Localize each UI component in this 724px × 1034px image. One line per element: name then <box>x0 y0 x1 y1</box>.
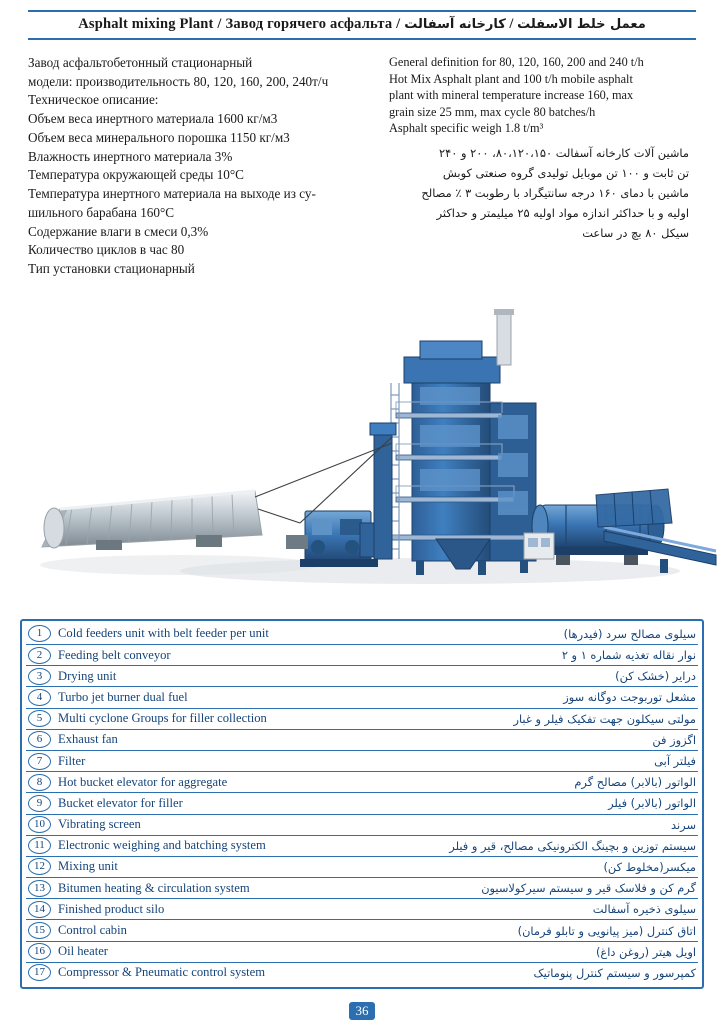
legend-label-fa: فیلتر آبی <box>654 754 696 769</box>
legend-label-en: Vibrating screen <box>58 817 141 832</box>
legend-label-fa: اتاق کنترل (میز پیانویی و تابلو فرمان) <box>517 923 696 938</box>
legend-label-en: Multi cyclone Groups for filler collection <box>58 711 267 726</box>
legend-label-fa: سیلوی ذخیره آسفالت <box>592 902 696 917</box>
farsi-description <box>389 144 689 244</box>
spec-line: Температура инертного материала на выходе из су- <box>28 186 316 202</box>
legend-label-en: Cold feeders unit with belt feeder per unit <box>58 626 269 641</box>
farsi-line: ماشین آلات کارخانه آسفالت ۸۰،۱۲۰،۱۵۰، ۲۰۰ و ۲۴۰ <box>439 145 689 160</box>
legend-row <box>26 963 698 983</box>
legend-label-fa: گرم کن و فلاسک قیر و سیستم سیرکولاسیون <box>481 881 696 896</box>
legend-row <box>26 730 698 751</box>
legend-number-badge: 9 <box>28 795 51 812</box>
legend-row <box>26 772 698 793</box>
legend-number-badge: 12 <box>28 858 51 875</box>
english-description <box>389 54 689 137</box>
legend-row <box>26 920 698 941</box>
farsi-line: تن ثابت و ۱۰۰ تن موبایل تولیدی گروه صنعتی کوبش <box>442 165 689 180</box>
legend-row <box>26 793 698 814</box>
title-separator-2: / <box>396 16 401 32</box>
legend-row <box>26 709 698 730</box>
farsi-line: اولیه و با حداکثر اندازه مواد اولیه ۲۵ میلیمتر و حداکثر <box>436 205 689 220</box>
spec-line: Влажность инертного материала 3% <box>28 148 233 164</box>
legend-row <box>26 751 698 772</box>
legend-number-badge: 16 <box>28 943 51 960</box>
legend-row <box>26 666 698 687</box>
spec-line: Температура окружающей среды 10°C <box>28 167 244 183</box>
spec-line: Завод асфальтобетонный стационарный <box>28 55 253 70</box>
legend-label-fa: درایر (خشک کن) <box>615 669 696 684</box>
english-farsi-column <box>389 54 689 279</box>
asphalt-plant-photo <box>0 283 724 613</box>
legend-number-badge: 3 <box>28 668 51 685</box>
english-line: grain size 25 mm, max cycle 80 batches/h <box>389 104 596 119</box>
farsi-line: ماشین با دمای ۱۶۰ درجه سانتیگراد با رطوبت ۳ ٪ مصالح <box>421 185 689 200</box>
legend-label-fa: اویل هیتر (روغن داغ) <box>595 944 696 959</box>
legend-label-en: Bitumen heating & circulation system <box>58 880 250 895</box>
plant-illustration <box>0 283 724 613</box>
legend-number-badge: 6 <box>28 731 51 748</box>
spec-line: Содержание влаги в смеси 0,3% <box>28 223 209 239</box>
legend-row <box>26 857 698 878</box>
legend-label-en: Drying unit <box>58 668 117 683</box>
legend-row <box>26 624 698 645</box>
legend-label-fa: مولتی سیکلون جهت تفکیک فیلر و غبار <box>513 711 696 726</box>
legend-label-en: Turbo jet burner dual fuel <box>58 689 188 704</box>
legend-label-fa: کمپرسور و سیستم کنترل پنوماتیک <box>533 965 696 980</box>
legend-label-fa: سیستم توزین و بچینگ الکترونیکی مصالح، قیر و فیلر <box>449 838 696 853</box>
spec-line: Объем веса инертного материала 1600 кг/м3 <box>28 111 278 127</box>
spec-line: Количество циклов в час 80 <box>28 242 185 258</box>
legend-row <box>26 899 698 920</box>
page-title-en: Asphalt mixing Plant <box>78 16 214 32</box>
legend-number-badge: 10 <box>28 816 51 833</box>
legend-table <box>20 619 704 989</box>
legend-number-badge: 2 <box>28 647 51 664</box>
page-title-ru: Завод горячего асфальта <box>225 16 393 32</box>
legend-number-badge: 13 <box>28 880 51 897</box>
title-separator-3: / <box>509 16 514 32</box>
spec-line: Объем веса минерального порошка 1150 кг/м3 <box>28 129 290 145</box>
english-line: General definition for 80, 120, 160, 200 and 240 t/h <box>389 55 644 69</box>
legend-label-en: Compressor & Pneumatic control system <box>58 965 266 980</box>
legend-number-badge: 17 <box>28 964 51 981</box>
legend-row <box>26 836 698 857</box>
legend-number-badge: 1 <box>28 625 51 642</box>
english-line: plant with mineral temperature increase 160, max <box>389 88 634 103</box>
legend-label-fa: مشعل توربوجت دوگانه سوز <box>563 690 696 705</box>
legend-label-en: Control cabin <box>58 923 127 938</box>
spec-line: Техническое описание: <box>28 92 159 108</box>
legend-number-badge: 5 <box>28 710 51 727</box>
legend-number-badge: 15 <box>28 922 51 939</box>
page-number: 36 <box>349 1002 375 1020</box>
spec-line: шильного барабана 160°C <box>28 204 175 220</box>
legend-number-badge: 4 <box>28 689 51 706</box>
legend-label-fa: سیلوی مصالح سرد (فیدرها) <box>563 626 696 641</box>
page-header <box>28 10 696 40</box>
legend-label-en: Mixing unit <box>58 859 118 874</box>
page-title-ar: معمل خلط الاسفلت <box>517 17 646 32</box>
legend-number-badge: 7 <box>28 753 51 770</box>
farsi-line: سیکل ۸۰ بچ در ساعت <box>582 225 689 240</box>
legend-label-en: Feeding belt conveyor <box>58 647 171 662</box>
legend-row <box>26 942 698 963</box>
legend-label-fa: نوار نقاله تغذیه شماره ۱ و ۲ <box>561 648 696 663</box>
legend-label-en: Filter <box>58 753 86 768</box>
legend-label-fa: اگزوز فن <box>652 732 696 747</box>
legend-row <box>26 815 698 836</box>
page-footer <box>0 1002 724 1020</box>
page-title-fa: کارخانه آسفالت <box>404 17 506 32</box>
legend-label-en: Exhaust fan <box>58 732 118 747</box>
page-title <box>28 16 696 33</box>
description-columns <box>28 54 696 279</box>
legend-number-badge: 14 <box>28 901 51 918</box>
control-cabin <box>524 533 554 559</box>
legend-label-en: Bucket elevator for filler <box>58 795 183 810</box>
legend-row <box>26 878 698 899</box>
legend-label-en: Electronic weighing and batching system <box>58 838 266 853</box>
spec-line: Тип установки стационарный <box>28 261 195 277</box>
russian-spec-column <box>28 54 373 279</box>
legend-number-badge: 8 <box>28 774 51 791</box>
legend-number-badge: 11 <box>28 837 51 854</box>
english-line: Hot Mix Asphalt plant and 100 t/h mobile asphalt <box>389 71 633 86</box>
legend-label-fa: میکسر(مخلوط کن) <box>603 859 696 874</box>
legend-row <box>26 645 698 666</box>
legend-label-en: Hot bucket elevator for aggregate <box>58 774 228 789</box>
spec-line: модели: производительность 80, 120, 160, 200, 240т/ч <box>28 73 329 89</box>
legend-label-en: Oil heater <box>58 944 108 959</box>
legend-label-fa: سرند <box>671 817 696 832</box>
english-line: Asphalt specific weigh 1.8 t/m³ <box>389 121 544 136</box>
legend-row <box>26 687 698 708</box>
title-separator-1: / <box>217 16 222 32</box>
cold-feeder-bins <box>596 489 672 527</box>
legend-label-en: Finished product silo <box>58 901 165 916</box>
legend-label-fa: الواتور (بالابر) مصالح گرم <box>574 775 696 790</box>
legend-label-fa: الواتور (بالابر) فیلر <box>608 796 696 811</box>
